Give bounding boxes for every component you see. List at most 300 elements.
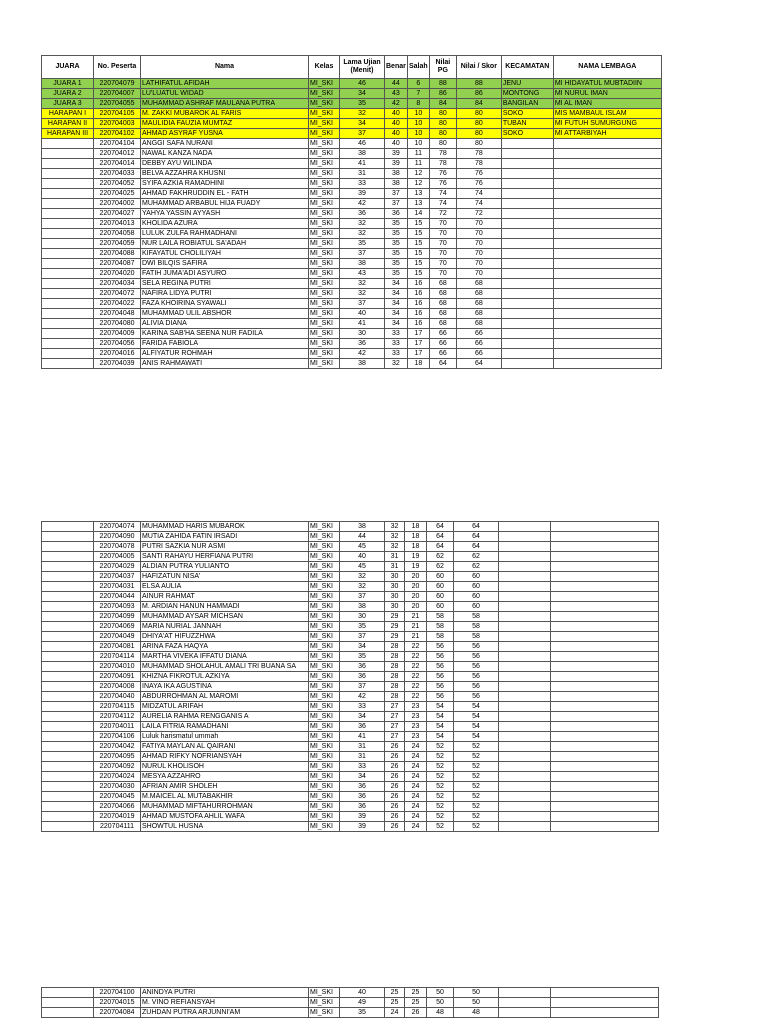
cell-nilai-pg: 52 (427, 812, 454, 822)
cell-nama-lembaga (551, 582, 659, 592)
cell-benar: 29 (385, 622, 405, 632)
cell-nilai-skor: 52 (454, 742, 499, 752)
cell-nilai-skor: 74 (456, 189, 501, 199)
cell-benar: 33 (385, 329, 408, 339)
cell-salah: 10 (407, 109, 429, 119)
cell-nama-lembaga: MI HIDAYATUL MUBTADIIN (553, 79, 661, 89)
cell-juara (42, 249, 94, 259)
cell-kelas: MI_SKI (309, 592, 340, 602)
cell-nilai-skor: 68 (456, 279, 501, 289)
table-row (42, 119, 662, 129)
cell-nama: ALIVIA DIANA (141, 319, 309, 329)
cell-lama-ujian: 39 (340, 822, 385, 832)
cell-lama-ujian: 49 (340, 998, 385, 1008)
cell-no-peserta: 220704020 (94, 269, 141, 279)
cell-kecamatan (499, 782, 551, 792)
cell-nilai-pg: 68 (429, 289, 456, 299)
cell-kecamatan (501, 309, 553, 319)
cell-benar: 37 (385, 199, 408, 209)
cell-nilai-skor: 68 (456, 309, 501, 319)
cell-kecamatan: SOKO (501, 129, 553, 139)
cell-benar: 32 (385, 522, 405, 532)
cell-nama: MUHAMMAD MIFTAHURROHMAN (141, 802, 309, 812)
cell-nilai-pg: 66 (429, 339, 456, 349)
cell-nilai-pg: 58 (427, 632, 454, 642)
cell-kelas: MI_SKI (309, 119, 340, 129)
cell-juara (42, 179, 94, 189)
results-table-page-3 (41, 987, 659, 1018)
header-lama-ujian: Lama Ujian (Menit) (340, 56, 385, 79)
cell-nilai-pg: 54 (427, 722, 454, 732)
cell-juara (42, 259, 94, 269)
table-row (42, 802, 659, 812)
cell-nama: LATHIFATUL AFIDAH (141, 79, 309, 89)
cell-nilai-skor: 52 (454, 782, 499, 792)
cell-no-peserta: 220704029 (94, 562, 141, 572)
cell-kecamatan (501, 149, 553, 159)
cell-salah: 15 (407, 269, 429, 279)
cell-no-peserta: 220704027 (94, 209, 141, 219)
cell-benar: 43 (385, 89, 408, 99)
cell-lama-ujian: 32 (340, 109, 385, 119)
cell-no-peserta: 220704040 (94, 692, 141, 702)
table-row (42, 652, 659, 662)
table-row (42, 109, 662, 119)
cell-lama-ujian: 36 (340, 792, 385, 802)
cell-nama: LULUK ZULFA RAHMADHANI (141, 229, 309, 239)
header-nama-lembaga: NAMA LEMBAGA (553, 56, 661, 79)
cell-nilai-skor: 64 (454, 542, 499, 552)
cell-salah: 16 (407, 309, 429, 319)
cell-no-peserta: 220704115 (94, 702, 141, 712)
cell-nama-lembaga (551, 562, 659, 572)
cell-nilai-pg: 54 (427, 712, 454, 722)
cell-kelas: MI_SKI (309, 988, 340, 998)
cell-nilai-skor: 68 (456, 319, 501, 329)
cell-salah: 21 (405, 622, 427, 632)
cell-kelas: MI_SKI (309, 552, 340, 562)
cell-benar: 34 (385, 289, 408, 299)
cell-kecamatan (501, 249, 553, 259)
cell-nilai-pg: 50 (427, 988, 454, 998)
cell-salah: 26 (405, 1008, 427, 1018)
cell-no-peserta: 220704102 (94, 129, 141, 139)
cell-salah: 6 (407, 79, 429, 89)
cell-juara (42, 189, 94, 199)
cell-nama: AURELIA RAHMA RENGGANIS A (141, 712, 309, 722)
cell-nama-lembaga (551, 662, 659, 672)
cell-salah: 17 (407, 329, 429, 339)
cell-kecamatan (501, 179, 553, 189)
cell-juara (42, 732, 94, 742)
table-row (42, 269, 662, 279)
cell-lama-ujian: 39 (340, 189, 385, 199)
cell-nilai-skor: 60 (454, 592, 499, 602)
cell-no-peserta: 220704069 (94, 622, 141, 632)
cell-juara (42, 299, 94, 309)
cell-juara (42, 702, 94, 712)
cell-kecamatan (499, 692, 551, 702)
cell-lama-ujian: 36 (340, 672, 385, 682)
cell-no-peserta: 220704084 (94, 1008, 141, 1018)
cell-kecamatan (499, 988, 551, 998)
cell-no-peserta: 220704111 (94, 822, 141, 832)
cell-nilai-skor: 70 (456, 259, 501, 269)
cell-juara (42, 602, 94, 612)
cell-nama-lembaga (553, 359, 661, 369)
cell-juara (42, 209, 94, 219)
cell-kecamatan (499, 742, 551, 752)
cell-lama-ujian: 45 (340, 542, 385, 552)
cell-juara (42, 672, 94, 682)
cell-kelas: MI_SKI (309, 239, 340, 249)
table-row (42, 139, 662, 149)
cell-nama: AHMAD MUSTOFA AHLIL WAFA (141, 812, 309, 822)
cell-nama-lembaga (551, 752, 659, 762)
cell-kecamatan (499, 762, 551, 772)
cell-kecamatan (501, 319, 553, 329)
cell-juara (42, 988, 94, 998)
table-row (42, 129, 662, 139)
cell-lama-ujian: 36 (340, 802, 385, 812)
cell-salah: 22 (405, 672, 427, 682)
cell-nilai-skor: 70 (456, 249, 501, 259)
cell-nilai-pg: 64 (429, 359, 456, 369)
cell-juara (42, 139, 94, 149)
cell-lama-ujian: 41 (340, 159, 385, 169)
cell-benar: 28 (385, 672, 405, 682)
cell-kelas: MI_SKI (309, 522, 340, 532)
cell-kelas: MI_SKI (309, 692, 340, 702)
cell-kelas: MI_SKI (309, 359, 340, 369)
cell-lama-ujian: 38 (340, 602, 385, 612)
cell-salah: 10 (407, 129, 429, 139)
cell-nilai-skor: 52 (454, 812, 499, 822)
cell-nama-lembaga (551, 642, 659, 652)
cell-nilai-skor: 56 (454, 662, 499, 672)
table-row (42, 179, 662, 189)
cell-nilai-pg: 76 (429, 169, 456, 179)
cell-kelas: MI_SKI (309, 159, 340, 169)
cell-kecamatan (499, 732, 551, 742)
cell-kelas: MI_SKI (309, 782, 340, 792)
cell-benar: 24 (385, 1008, 405, 1018)
cell-lama-ujian: 42 (340, 199, 385, 209)
table-row (42, 662, 659, 672)
cell-nilai-skor: 56 (454, 672, 499, 682)
cell-kelas: MI_SKI (309, 742, 340, 752)
cell-lama-ujian: 37 (340, 592, 385, 602)
cell-nama: DHIYA'AT HIFUZZHWA (141, 632, 309, 642)
cell-juara (42, 552, 94, 562)
cell-kecamatan (499, 682, 551, 692)
cell-nama: M. ARDIAN HANUN HAMMADI (141, 602, 309, 612)
cell-benar: 34 (385, 299, 408, 309)
cell-lama-ujian: 34 (340, 772, 385, 782)
cell-lama-ujian: 36 (340, 662, 385, 672)
cell-kecamatan (501, 199, 553, 209)
cell-nilai-skor: 86 (456, 89, 501, 99)
cell-juara (42, 632, 94, 642)
cell-salah: 15 (407, 249, 429, 259)
cell-nama-lembaga (551, 792, 659, 802)
cell-no-peserta: 220704090 (94, 532, 141, 542)
cell-nilai-pg: 52 (427, 762, 454, 772)
cell-lama-ujian: 35 (340, 652, 385, 662)
cell-juara: JUARA 1 (42, 79, 94, 89)
cell-lama-ujian: 34 (340, 712, 385, 722)
cell-benar: 29 (385, 612, 405, 622)
cell-kecamatan (501, 189, 553, 199)
cell-salah: 25 (405, 988, 427, 998)
cell-nama-lembaga (551, 772, 659, 782)
cell-no-peserta: 220704005 (94, 552, 141, 562)
cell-nilai-pg: 58 (427, 622, 454, 632)
cell-juara (42, 612, 94, 622)
cell-nama: SANTI RAHAYU HERFIANA PUTRI (141, 552, 309, 562)
cell-nama: INAYA IKA AGUSTINA (141, 682, 309, 692)
cell-no-peserta: 220704015 (94, 998, 141, 1008)
cell-no-peserta: 220704106 (94, 732, 141, 742)
cell-lama-ujian: 38 (340, 149, 385, 159)
cell-lama-ujian: 37 (340, 299, 385, 309)
cell-no-peserta: 220704079 (94, 79, 141, 89)
table-row (42, 249, 662, 259)
cell-no-peserta: 220704049 (94, 632, 141, 642)
table-row (42, 309, 662, 319)
cell-nama: MUHAMMAD AYSAR MICHSAN (141, 612, 309, 622)
cell-juara (42, 359, 94, 369)
cell-nama: SELA REGINA PUTRI (141, 279, 309, 289)
cell-juara (42, 998, 94, 1008)
cell-kecamatan (499, 752, 551, 762)
cell-lama-ujian: 33 (340, 762, 385, 772)
cell-benar: 25 (385, 988, 405, 998)
cell-salah: 22 (405, 662, 427, 672)
cell-kelas: MI_SKI (309, 672, 340, 682)
cell-kecamatan (499, 822, 551, 832)
cell-juara (42, 1008, 94, 1018)
cell-kecamatan: JENU (501, 79, 553, 89)
cell-nama-lembaga (551, 822, 659, 832)
cell-nama-lembaga (553, 289, 661, 299)
cell-nilai-pg: 62 (427, 562, 454, 572)
cell-salah: 25 (405, 998, 427, 1008)
cell-lama-ujian: 45 (340, 562, 385, 572)
cell-lama-ujian: 37 (340, 682, 385, 692)
table-row (42, 772, 659, 782)
table-row (42, 732, 659, 742)
cell-juara (42, 682, 94, 692)
cell-salah: 23 (405, 702, 427, 712)
cell-kelas: MI_SKI (309, 642, 340, 652)
cell-benar: 42 (385, 99, 408, 109)
table-body-page-2 (42, 522, 659, 832)
cell-nilai-pg: 68 (429, 319, 456, 329)
cell-lama-ujian: 30 (340, 612, 385, 622)
cell-nilai-pg: 80 (429, 129, 456, 139)
cell-nama-lembaga (553, 259, 661, 269)
header-no-peserta: No. Peserta (94, 56, 141, 79)
cell-nilai-skor: 80 (456, 139, 501, 149)
cell-benar: 39 (385, 149, 408, 159)
cell-nilai-pg: 62 (427, 552, 454, 562)
cell-nama-lembaga (551, 732, 659, 742)
cell-nilai-pg: 74 (429, 189, 456, 199)
cell-no-peserta: 220704037 (94, 572, 141, 582)
cell-nilai-skor: 68 (456, 289, 501, 299)
cell-no-peserta: 220704059 (94, 239, 141, 249)
cell-nama: M. VINO REFIANSYAH (141, 998, 309, 1008)
cell-benar: 32 (385, 542, 405, 552)
cell-nilai-skor: 50 (454, 998, 499, 1008)
cell-benar: 27 (385, 712, 405, 722)
cell-kecamatan (501, 169, 553, 179)
cell-kelas: MI_SKI (309, 209, 340, 219)
cell-nilai-pg: 60 (427, 582, 454, 592)
cell-nama: ANIS RAHMAWATI (141, 359, 309, 369)
cell-nilai-pg: 56 (427, 652, 454, 662)
cell-salah: 11 (407, 159, 429, 169)
cell-nama-lembaga (551, 682, 659, 692)
cell-kecamatan (499, 572, 551, 582)
table-row (42, 642, 659, 652)
cell-nama: ABDURROHMAN AL MAROMI (141, 692, 309, 702)
cell-salah: 16 (407, 279, 429, 289)
cell-no-peserta: 220704072 (94, 289, 141, 299)
cell-salah: 7 (407, 89, 429, 99)
cell-salah: 19 (405, 562, 427, 572)
cell-benar: 30 (385, 582, 405, 592)
cell-benar: 28 (385, 682, 405, 692)
cell-benar: 38 (385, 179, 408, 189)
cell-kelas: MI_SKI (309, 79, 340, 89)
cell-kecamatan (501, 239, 553, 249)
cell-nilai-skor: 76 (456, 179, 501, 189)
cell-nilai-pg: 68 (429, 309, 456, 319)
cell-kelas: MI_SKI (309, 662, 340, 672)
cell-nilai-skor: 54 (454, 712, 499, 722)
cell-no-peserta: 220704078 (94, 542, 141, 552)
cell-nama: KHOLIDA AZURA (141, 219, 309, 229)
cell-nilai-skor: 70 (456, 229, 501, 239)
cell-benar: 40 (385, 109, 408, 119)
cell-nama: YAHYA YASSIN AYYASH (141, 209, 309, 219)
cell-nama: MUHAMMAD HARIS MUBAROK (141, 522, 309, 532)
cell-no-peserta: 220704056 (94, 339, 141, 349)
cell-no-peserta: 220704010 (94, 662, 141, 672)
cell-kecamatan (501, 349, 553, 359)
cell-lama-ujian: 43 (340, 269, 385, 279)
cell-lama-ujian: 34 (340, 119, 385, 129)
table-row (42, 209, 662, 219)
cell-nilai-skor: 52 (454, 762, 499, 772)
cell-no-peserta: 220704044 (94, 592, 141, 602)
cell-nilai-pg: 58 (427, 612, 454, 622)
cell-juara (42, 219, 94, 229)
cell-salah: 22 (405, 682, 427, 692)
cell-nilai-skor: 70 (456, 269, 501, 279)
cell-kelas: MI_SKI (309, 752, 340, 762)
cell-nama: NAFIRA LIDYA PUTRI (141, 289, 309, 299)
table-row (42, 159, 662, 169)
cell-lama-ujian: 36 (340, 782, 385, 792)
cell-kecamatan (499, 812, 551, 822)
cell-no-peserta: 220704024 (94, 772, 141, 782)
cell-benar: 31 (385, 562, 405, 572)
cell-benar: 33 (385, 349, 408, 359)
cell-juara (42, 229, 94, 239)
cell-salah: 15 (407, 219, 429, 229)
cell-nama: ANGGI SAFA NURANI (141, 139, 309, 149)
cell-salah: 15 (407, 239, 429, 249)
table-row (42, 89, 662, 99)
cell-juara (42, 269, 94, 279)
cell-benar: 27 (385, 702, 405, 712)
table-row (42, 812, 659, 822)
cell-kelas: MI_SKI (309, 259, 340, 269)
table-row (42, 552, 659, 562)
cell-salah: 24 (405, 792, 427, 802)
cell-nama: FATIYA MAYLAN AL QAIRANI (141, 742, 309, 752)
cell-nama-lembaga (553, 319, 661, 329)
cell-lama-ujian: 33 (340, 702, 385, 712)
cell-salah: 10 (407, 139, 429, 149)
cell-salah: 15 (407, 229, 429, 239)
cell-nama: Luluk harismatul ummah (141, 732, 309, 742)
cell-nama-lembaga: MI NURUL IMAN (553, 89, 661, 99)
cell-kelas: MI_SKI (309, 129, 340, 139)
cell-nilai-skor: 52 (454, 822, 499, 832)
cell-juara (42, 752, 94, 762)
table-row (42, 632, 659, 642)
cell-nama-lembaga (553, 269, 661, 279)
cell-kecamatan (499, 792, 551, 802)
cell-kelas: MI_SKI (309, 249, 340, 259)
cell-nilai-skor: 54 (454, 732, 499, 742)
cell-nilai-skor: 80 (456, 129, 501, 139)
cell-nama: ALFIYATUR ROHMAH (141, 349, 309, 359)
cell-salah: 20 (405, 582, 427, 592)
cell-nilai-skor: 52 (454, 772, 499, 782)
cell-nilai-pg: 70 (429, 249, 456, 259)
table-row (42, 229, 662, 239)
cell-nama-lembaga (551, 722, 659, 732)
cell-nilai-skor: 52 (454, 802, 499, 812)
cell-nama: NAWAL KANZA NADA (141, 149, 309, 159)
cell-nama-lembaga (553, 179, 661, 189)
cell-benar: 31 (385, 552, 405, 562)
cell-juara (42, 802, 94, 812)
cell-lama-ujian: 39 (340, 812, 385, 822)
cell-kelas: MI_SKI (309, 682, 340, 692)
table-row (42, 219, 662, 229)
cell-nama: ZUHDAN PUTRA ARJUNNI'AM (141, 1008, 309, 1018)
cell-no-peserta: 220704100 (94, 988, 141, 998)
table-row (42, 692, 659, 702)
header-kecamatan: KECAMATAN (501, 56, 553, 79)
table-row (42, 289, 662, 299)
cell-kelas: MI_SKI (309, 772, 340, 782)
cell-salah: 16 (407, 289, 429, 299)
cell-kelas: MI_SKI (309, 762, 340, 772)
cell-salah: 8 (407, 99, 429, 109)
cell-kecamatan (501, 279, 553, 289)
cell-nama: AHMAD FAKHRUDDIN EL - FATH (141, 189, 309, 199)
cell-no-peserta: 220704045 (94, 792, 141, 802)
cell-nama: MESYA AZZAHRO (141, 772, 309, 782)
cell-kelas: MI_SKI (309, 602, 340, 612)
